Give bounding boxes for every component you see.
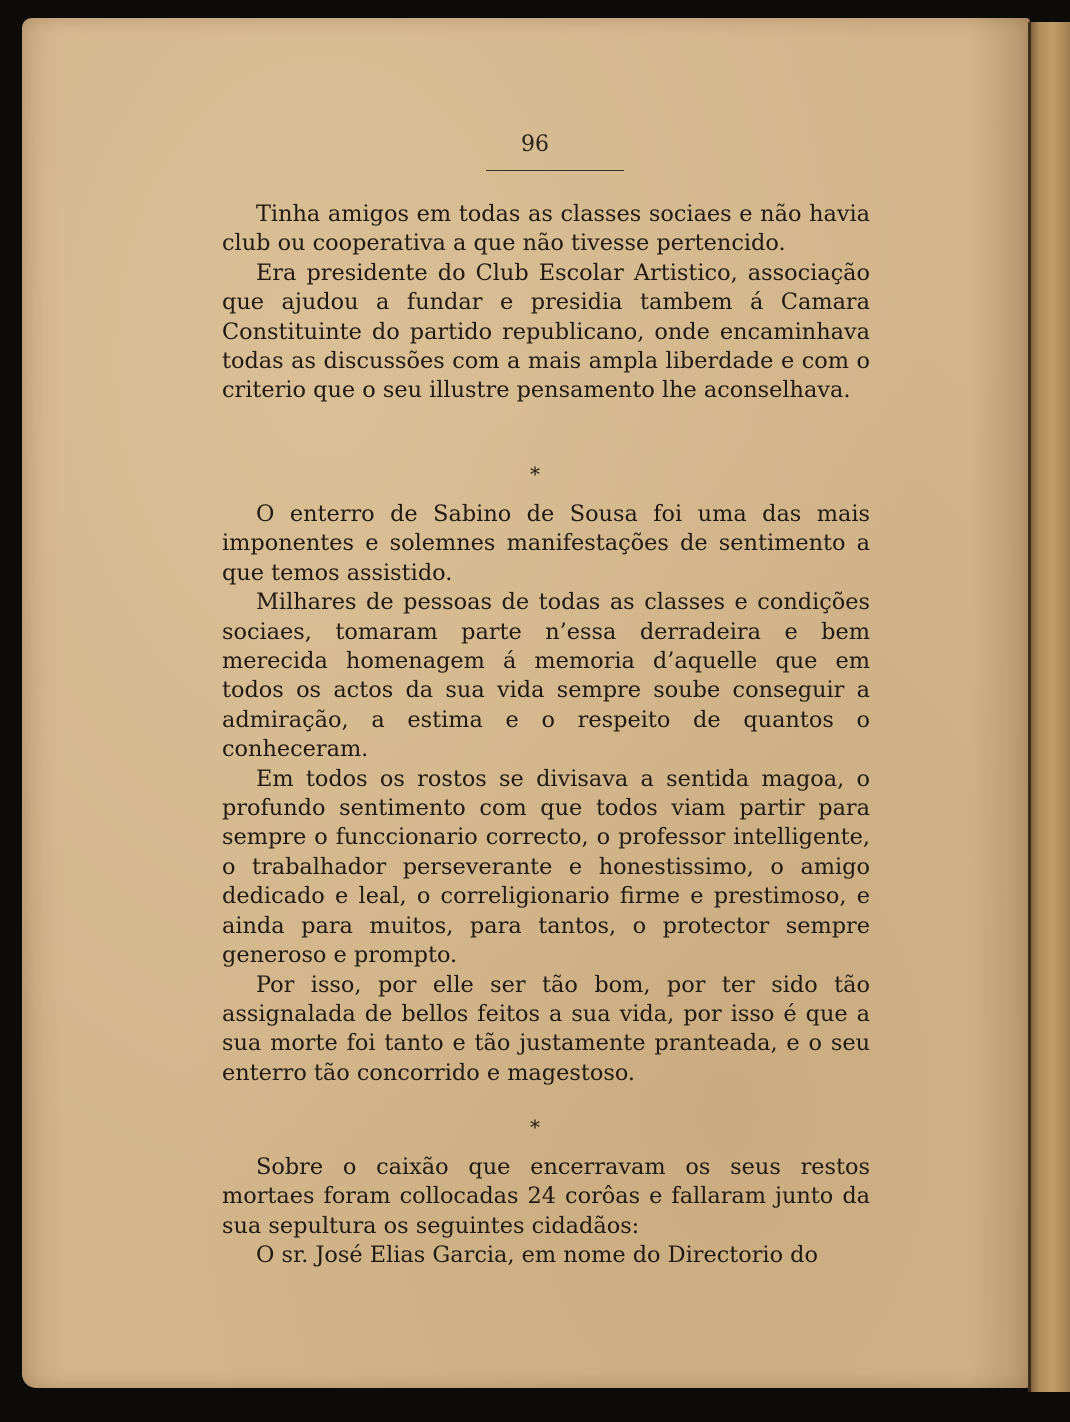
section-separator: * [530,1115,540,1139]
paragraph: Sobre o caixão que encerravam os seus restos mortaes foram collocadas 24 corôas e fallaram junto da sua sepultura os seguintes cidadãos: [222,1154,870,1239]
paragraph: Por isso, por elle ser tão bom, por ter sido tão assignalada de bellos feitos a sua vida, por isso é que a sua morte foi tanto e tão justamente pranteada, e o seu enterro tão concorrido e magestoso. [222,971,870,1086]
section-1 [222,200,870,406]
section-3 [222,1153,870,1271]
page-number: 96 [521,132,549,157]
paragraph: Era presidente do Club Escolar Artistico, associação que ajudou a fundar e presidia tambem á Camara Constituinte do partido republicano, onde encaminhava todas as discussões com a mais ampla liberdade e com o criterio que o seu illustre pensamento lhe aconselhava. [222,259,870,404]
section-separator: * [530,462,540,486]
paragraph: Tinha amigos em todas as classes sociaes e não havia club ou cooperativa a que não tivesse pertencido. [222,201,870,257]
paragraph: Em todos os rostos se divisava a sentida magoa, o profundo sentimento com que todos viam partir para sempre o funccionario correcto, o professor intelligente, o trabalhador perseverante e honestissimo, o amigo dedicado e leal, o correligionario firme e prestimoso, e ainda para muitos, para tantos, o protector sempre generoso e prompto. [222,765,870,969]
adjacent-page-edge [1028,22,1070,1392]
header-rule [486,170,624,171]
paragraph: Milhares de pessoas de todas as classes e condições sociaes, tomaram parte n’essa derradeira e bem merecida homenagem á memoria d’aquelle que em todos os actos da sua vida sempre soube conseguir a admiração, a estima e o respeito de quantos o conheceram. [222,589,870,763]
paragraph: O enterro de Sabino de Sousa foi uma das mais imponentes e solemnes manifestações de sentimento a que temos assistido. [222,501,870,586]
paragraph: O sr. José Elias Garcia, em nome do Directorio do [256,1242,818,1269]
section-2 [222,500,870,1088]
gutter-line [1028,22,1031,1392]
